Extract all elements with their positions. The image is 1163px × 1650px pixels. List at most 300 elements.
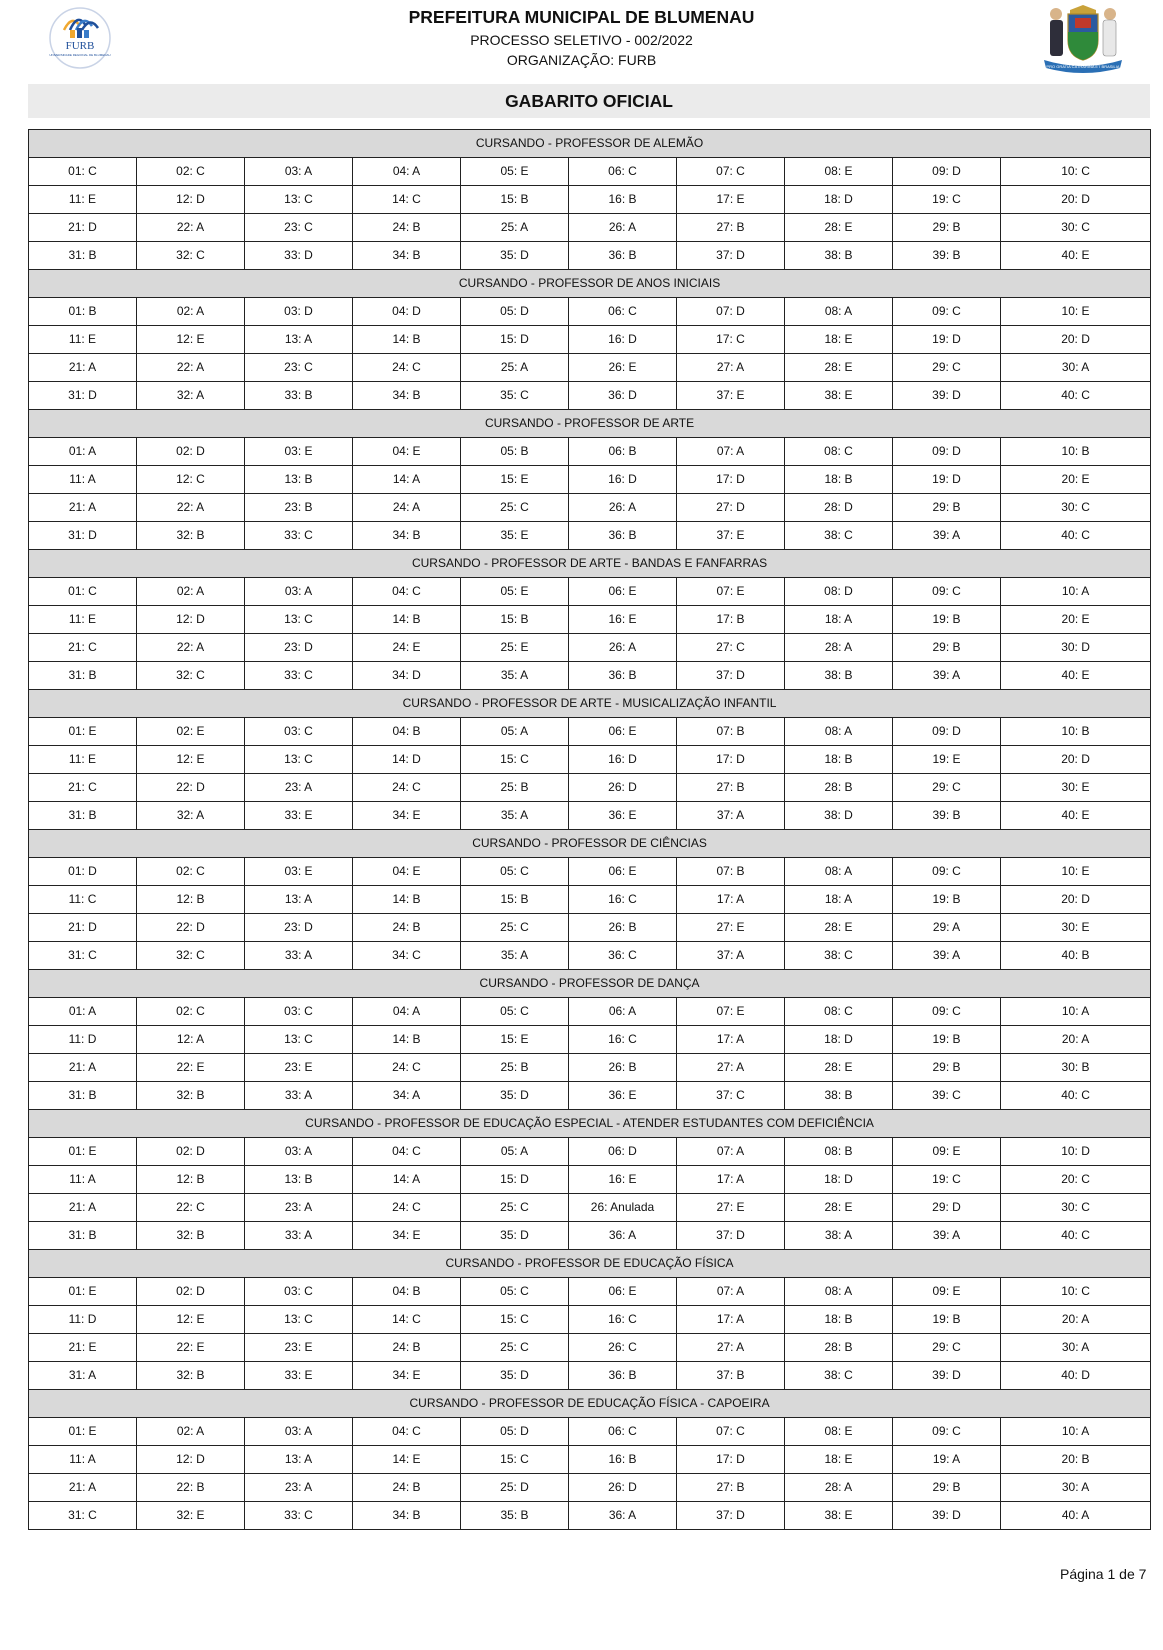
organization-label: ORGANIZAÇÃO: FURB — [506, 52, 657, 68]
answer-cell: 14: C — [353, 186, 461, 214]
section-title: CURSANDO - PROFESSOR DE EDUCAÇÃO FÍSICA — [29, 1250, 1151, 1278]
answer-cell: 39: D — [893, 382, 1001, 410]
answer-cell: 37: D — [677, 662, 785, 690]
answer-cell: 24: B — [353, 914, 461, 942]
answer-cell: 08: B — [785, 1138, 893, 1166]
answer-cell: 18: B — [785, 746, 893, 774]
answer-cell: 19: D — [893, 466, 1001, 494]
answer-cell: 20: B — [1001, 1446, 1151, 1474]
section-header-row — [29, 270, 1151, 298]
answer-cell: 22: A — [137, 634, 245, 662]
answer-cell: 30: D — [1001, 634, 1151, 662]
answer-cell: 04: E — [353, 438, 461, 466]
answer-cell: 35: B — [461, 1502, 569, 1530]
answer-cell: 37: E — [677, 382, 785, 410]
answer-cell: 13: A — [245, 326, 353, 354]
answer-cell: 30: E — [1001, 774, 1151, 802]
answer-cell: 09: C — [893, 1418, 1001, 1446]
answer-cell: 39: D — [893, 1362, 1001, 1390]
answer-cell: 28: E — [785, 214, 893, 242]
answer-cell: 23: E — [245, 1054, 353, 1082]
answer-cell: 33: A — [245, 1082, 353, 1110]
answer-cell: 01: C — [29, 578, 137, 606]
answer-cell: 40: B — [1001, 942, 1151, 970]
answer-cell: 21: A — [29, 1194, 137, 1222]
answer-cell: 02: C — [137, 858, 245, 886]
answer-cell: 30: C — [1001, 494, 1151, 522]
answer-cell: 25: C — [461, 1194, 569, 1222]
answer-cell: 24: C — [353, 1054, 461, 1082]
answer-cell: 19: B — [893, 1026, 1001, 1054]
answer-cell: 02: D — [137, 438, 245, 466]
answer-row — [29, 158, 1151, 186]
answer-cell: 18: E — [785, 326, 893, 354]
answer-cell: 19: E — [893, 746, 1001, 774]
header-titles — [300, 6, 863, 70]
answer-cell: 01: A — [29, 438, 137, 466]
answer-cell: 06: C — [569, 158, 677, 186]
answer-cell: 28: A — [785, 634, 893, 662]
answer-cell: 17: A — [677, 1306, 785, 1334]
answer-cell: 34: B — [353, 522, 461, 550]
answer-cell: 28: B — [785, 1334, 893, 1362]
answer-cell: 08: A — [785, 718, 893, 746]
footer-total-pages: 7 — [1138, 1566, 1147, 1582]
answer-cell: 19: B — [893, 606, 1001, 634]
answer-cell: 26: C — [569, 1334, 677, 1362]
answer-cell: 32: A — [137, 802, 245, 830]
answer-cell: 12: E — [137, 326, 245, 354]
answer-cell: 22: C — [137, 1194, 245, 1222]
answer-cell: 39: A — [893, 942, 1001, 970]
answer-cell: 40: C — [1001, 1222, 1151, 1250]
answer-cell: 31: B — [29, 662, 137, 690]
section-title: CURSANDO - PROFESSOR DE ARTE — [29, 410, 1151, 438]
answer-cell: 31: B — [29, 802, 137, 830]
section-title: CURSANDO - PROFESSOR DE CIÊNCIAS — [29, 830, 1151, 858]
answer-cell: 31: D — [29, 382, 137, 410]
answer-cell: 17: D — [677, 746, 785, 774]
answer-cell: 13: B — [245, 1166, 353, 1194]
answer-cell: 30: A — [1001, 1334, 1151, 1362]
answer-cell: 32: C — [137, 242, 245, 270]
answer-cell: 39: B — [893, 242, 1001, 270]
answer-cell: 15: C — [461, 746, 569, 774]
answer-cell: 09: C — [893, 858, 1001, 886]
answer-cell: 14: E — [353, 1446, 461, 1474]
gabarito-title: GABARITO OFICIAL — [28, 84, 1150, 118]
answer-cell: 05: C — [461, 858, 569, 886]
answer-cell: 11: D — [29, 1306, 137, 1334]
answer-cell: 23: A — [245, 1194, 353, 1222]
answer-cell: 03: E — [245, 438, 353, 466]
answer-cell: 08: E — [785, 158, 893, 186]
answer-row — [29, 242, 1151, 270]
answer-cell: 36: B — [569, 242, 677, 270]
answer-cell: 16: D — [569, 746, 677, 774]
answer-cell: 05: B — [461, 438, 569, 466]
answer-cell: 33: C — [245, 662, 353, 690]
answer-cell: 07: A — [677, 438, 785, 466]
answer-cell: 24: C — [353, 354, 461, 382]
answer-cell: 39: A — [893, 662, 1001, 690]
answer-cell: 08: C — [785, 438, 893, 466]
answer-cell: 10: A — [1001, 578, 1151, 606]
answer-cell: 32: B — [137, 1222, 245, 1250]
answer-cell: 23: C — [245, 354, 353, 382]
answer-row — [29, 1362, 1151, 1390]
answer-cell: 22: D — [137, 774, 245, 802]
answer-cell: 12: A — [137, 1026, 245, 1054]
answer-cell: 01: C — [29, 158, 137, 186]
answer-cell: 34: B — [353, 242, 461, 270]
answer-cell: 03: A — [245, 1418, 353, 1446]
answer-cell: 07: B — [677, 858, 785, 886]
answer-cell: 37: B — [677, 1362, 785, 1390]
answer-cell: 10: B — [1001, 718, 1151, 746]
answer-cell: 12: E — [137, 1306, 245, 1334]
answer-cell: 19: B — [893, 1306, 1001, 1334]
answer-cell: 02: D — [137, 1278, 245, 1306]
answer-cell: 20: D — [1001, 746, 1151, 774]
answer-cell: 36: E — [569, 802, 677, 830]
answer-row — [29, 1138, 1151, 1166]
answer-cell: 39: C — [893, 1082, 1001, 1110]
answer-cell: 35: A — [461, 942, 569, 970]
answer-cell: 14: B — [353, 606, 461, 634]
answer-cell: 33: E — [245, 1362, 353, 1390]
answer-cell: 31: B — [29, 1222, 137, 1250]
answer-cell: 16: C — [569, 886, 677, 914]
answer-row — [29, 746, 1151, 774]
answer-cell: 25: B — [461, 774, 569, 802]
answer-cell: 20: A — [1001, 1026, 1151, 1054]
answer-cell: 38: B — [785, 242, 893, 270]
answer-cell: 13: C — [245, 1306, 353, 1334]
answer-cell: 32: B — [137, 1082, 245, 1110]
answer-cell: 11: A — [29, 1166, 137, 1194]
answer-cell: 17: D — [677, 1446, 785, 1474]
answer-cell: 23: C — [245, 214, 353, 242]
answer-cell: 03: C — [245, 1278, 353, 1306]
answer-cell: 14: D — [353, 746, 461, 774]
answer-cell: 13: C — [245, 606, 353, 634]
answer-cell: 22: B — [137, 1474, 245, 1502]
answer-cell: 01: E — [29, 1138, 137, 1166]
answer-cell: 37: A — [677, 942, 785, 970]
answer-cell: 11: E — [29, 326, 137, 354]
answer-cell: 22: A — [137, 494, 245, 522]
answer-cell: 38: A — [785, 1222, 893, 1250]
answer-row — [29, 578, 1151, 606]
answer-cell: 20: D — [1001, 186, 1151, 214]
answer-cell: 05: D — [461, 298, 569, 326]
answer-cell: 07: D — [677, 298, 785, 326]
section-title: CURSANDO - PROFESSOR DE ARTE - MUSICALIZAÇÃO INFANTIL — [29, 690, 1151, 718]
answer-cell: 16: C — [569, 1306, 677, 1334]
answer-cell: 18: B — [785, 466, 893, 494]
logo-left-subtext: UNIVERSIDADE REGIONAL DE BLUMENAU — [49, 53, 111, 57]
answer-cell: 02: A — [137, 298, 245, 326]
answer-cell: 09: C — [893, 998, 1001, 1026]
section-header-row — [29, 130, 1151, 158]
answer-cell: 05: A — [461, 1138, 569, 1166]
answer-cell: 01: A — [29, 998, 137, 1026]
answer-cell: 13: C — [245, 1026, 353, 1054]
answer-cell: 17: C — [677, 326, 785, 354]
answer-cell: 19: D — [893, 326, 1001, 354]
answer-cell: 38: C — [785, 942, 893, 970]
answer-cell: 12: D — [137, 1446, 245, 1474]
answer-cell: 13: A — [245, 886, 353, 914]
answer-row — [29, 522, 1151, 550]
answer-cell: 37: D — [677, 1222, 785, 1250]
answer-row — [29, 1222, 1151, 1250]
answer-row — [29, 886, 1151, 914]
answer-cell: 03: D — [245, 298, 353, 326]
answer-row — [29, 326, 1151, 354]
answer-cell: 36: B — [569, 522, 677, 550]
answer-cell: 22: A — [137, 354, 245, 382]
answer-cell: 19: B — [893, 886, 1001, 914]
answer-cell: 01: D — [29, 858, 137, 886]
answer-cell: 14: B — [353, 886, 461, 914]
section-header-row — [29, 830, 1151, 858]
answer-cell: 11: C — [29, 886, 137, 914]
answer-row — [29, 1446, 1151, 1474]
answer-cell: 27: E — [677, 914, 785, 942]
answer-cell: 18: A — [785, 606, 893, 634]
answer-cell: 31: C — [29, 1502, 137, 1530]
answer-cell: 25: A — [461, 214, 569, 242]
answer-cell: 30: A — [1001, 1474, 1151, 1502]
answer-cell: 01: B — [29, 298, 137, 326]
answer-cell: 24: E — [353, 634, 461, 662]
section-title: CURSANDO - PROFESSOR DE ANOS INICIAIS — [29, 270, 1151, 298]
answer-row — [29, 1474, 1151, 1502]
answer-cell: 18: D — [785, 186, 893, 214]
answer-cell: 12: D — [137, 186, 245, 214]
section-title: CURSANDO - PROFESSOR DE ALEMÃO — [29, 130, 1151, 158]
answer-cell: 38: C — [785, 522, 893, 550]
answer-cell: 35: A — [461, 802, 569, 830]
answer-cell: 11: E — [29, 746, 137, 774]
answer-cell: 25: C — [461, 914, 569, 942]
answer-cell: 25: D — [461, 1474, 569, 1502]
answer-cell: 32: C — [137, 942, 245, 970]
answer-cell: 25: C — [461, 1334, 569, 1362]
answer-row — [29, 942, 1151, 970]
answer-cell: 25: B — [461, 1054, 569, 1082]
answer-cell: 07: C — [677, 1418, 785, 1446]
answer-cell: 30: A — [1001, 354, 1151, 382]
answer-row — [29, 914, 1151, 942]
answer-cell: 30: B — [1001, 1054, 1151, 1082]
answer-cell: 02: C — [137, 158, 245, 186]
answer-cell: 22: D — [137, 914, 245, 942]
answer-cell: 29: B — [893, 1054, 1001, 1082]
answer-cell: 07: B — [677, 718, 785, 746]
answer-cell: 36: C — [569, 942, 677, 970]
answer-cell: 06: D — [569, 1138, 677, 1166]
answer-cell: 15: D — [461, 1166, 569, 1194]
answer-cell: 20: A — [1001, 1306, 1151, 1334]
answer-cell: 23: B — [245, 494, 353, 522]
answer-cell: 21: C — [29, 634, 137, 662]
answer-cell: 38: E — [785, 1502, 893, 1530]
answer-cell: 28: E — [785, 354, 893, 382]
answer-cell: 08: A — [785, 858, 893, 886]
answer-row — [29, 1278, 1151, 1306]
answer-cell: 23: D — [245, 914, 353, 942]
answer-cell: 34: A — [353, 1082, 461, 1110]
answer-cell: 19: A — [893, 1446, 1001, 1474]
answer-cell: 26: A — [569, 214, 677, 242]
section-title: CURSANDO - PROFESSOR DE ARTE - BANDAS E FANFARRAS — [29, 550, 1151, 578]
answer-cell: 34: B — [353, 382, 461, 410]
answer-cell: 02: A — [137, 578, 245, 606]
section-title: CURSANDO - PROFESSOR DE DANÇA — [29, 970, 1151, 998]
answer-cell: 15: E — [461, 1026, 569, 1054]
answer-cell: 08: E — [785, 1418, 893, 1446]
answer-cell: 35: A — [461, 662, 569, 690]
answer-row — [29, 802, 1151, 830]
answer-cell: 12: C — [137, 466, 245, 494]
answer-row — [29, 718, 1151, 746]
answer-cell: 04: C — [353, 1418, 461, 1446]
answer-cell: 04: C — [353, 578, 461, 606]
answer-cell: 24: C — [353, 1194, 461, 1222]
answer-cell: 13: C — [245, 186, 353, 214]
answer-cell: 21: A — [29, 354, 137, 382]
answer-cell: 37: D — [677, 1502, 785, 1530]
answer-cell: 38: C — [785, 1362, 893, 1390]
answer-cell: 37: D — [677, 242, 785, 270]
answer-cell: 12: E — [137, 746, 245, 774]
footer-page-label: Página — [1060, 1566, 1104, 1582]
answer-cell: 12: B — [137, 886, 245, 914]
answer-cell: 21: A — [29, 1054, 137, 1082]
answer-cell: 29: B — [893, 1474, 1001, 1502]
answer-cell: 10: E — [1001, 298, 1151, 326]
answer-cell: 06: E — [569, 718, 677, 746]
answer-cell: 15: E — [461, 466, 569, 494]
answer-cell: 40: C — [1001, 1082, 1151, 1110]
answer-cell: 19: C — [893, 1166, 1001, 1194]
answer-cell: 03: A — [245, 578, 353, 606]
answer-cell: 27: A — [677, 1054, 785, 1082]
answer-cell: 27: B — [677, 1474, 785, 1502]
answer-cell: 11: E — [29, 606, 137, 634]
answer-cell: 35: D — [461, 1222, 569, 1250]
answer-cell: 21: A — [29, 494, 137, 522]
answer-cell: 20: D — [1001, 886, 1151, 914]
answer-cell: 32: C — [137, 662, 245, 690]
answer-cell: 10: D — [1001, 1138, 1151, 1166]
answer-cell: 39: A — [893, 1222, 1001, 1250]
answer-cell: 04: B — [353, 1278, 461, 1306]
answer-cell: 40: D — [1001, 1362, 1151, 1390]
answer-row — [29, 1194, 1151, 1222]
answer-cell: 35: D — [461, 1362, 569, 1390]
answer-cell: 40: E — [1001, 662, 1151, 690]
answer-cell: 15: B — [461, 606, 569, 634]
answer-cell: 30: E — [1001, 914, 1151, 942]
answer-cell: 04: E — [353, 858, 461, 886]
answer-cell: 19: C — [893, 186, 1001, 214]
answer-cell: 24: A — [353, 494, 461, 522]
answer-cell: 09: D — [893, 718, 1001, 746]
answer-cell: 24: B — [353, 1334, 461, 1362]
answer-cell: 18: D — [785, 1166, 893, 1194]
answer-cell: 17: E — [677, 186, 785, 214]
answer-cell: 23: A — [245, 1474, 353, 1502]
answer-cell: 21: D — [29, 214, 137, 242]
answer-cell: 36: A — [569, 1222, 677, 1250]
answer-cell: 07: A — [677, 1278, 785, 1306]
answer-cell: 21: A — [29, 1474, 137, 1502]
answer-cell: 26: E — [569, 354, 677, 382]
answer-cell: 29: A — [893, 914, 1001, 942]
answer-cell: 20: E — [1001, 466, 1151, 494]
answer-row — [29, 1502, 1151, 1530]
answer-row — [29, 1306, 1151, 1334]
answer-cell: 33: B — [245, 382, 353, 410]
section-header-row — [29, 550, 1151, 578]
answer-cell: 39: A — [893, 522, 1001, 550]
answer-cell: 26: B — [569, 1054, 677, 1082]
answer-row — [29, 466, 1151, 494]
answer-cell: 37: E — [677, 522, 785, 550]
answer-row — [29, 186, 1151, 214]
answer-cell: 03: A — [245, 158, 353, 186]
answer-cell: 29: B — [893, 214, 1001, 242]
answer-cell: 17: A — [677, 1026, 785, 1054]
answer-cell: 26: B — [569, 914, 677, 942]
answer-cell: 14: A — [353, 466, 461, 494]
answer-cell: 32: E — [137, 1502, 245, 1530]
answer-cell: 22: E — [137, 1334, 245, 1362]
answer-cell: 17: A — [677, 1166, 785, 1194]
answer-cell: 15: D — [461, 326, 569, 354]
answer-cell: 30: C — [1001, 1194, 1151, 1222]
answer-cell: 02: C — [137, 998, 245, 1026]
answer-cell: 38: B — [785, 1082, 893, 1110]
answer-cell: 29: B — [893, 634, 1001, 662]
answer-cell: 14: B — [353, 1026, 461, 1054]
section-header-row — [29, 1390, 1151, 1418]
answer-cell: 32: B — [137, 1362, 245, 1390]
answer-cell: 36: E — [569, 1082, 677, 1110]
answer-cell: 09: E — [893, 1278, 1001, 1306]
answer-cell: 36: B — [569, 1362, 677, 1390]
answer-cell: 29: C — [893, 1334, 1001, 1362]
answer-cell: 03: A — [245, 1138, 353, 1166]
answer-cell: 15: C — [461, 1446, 569, 1474]
answer-cell: 32: A — [137, 382, 245, 410]
answer-cell: 35: E — [461, 522, 569, 550]
process-label: PROCESSO SELETIVO - 002/2022 — [470, 32, 693, 48]
answer-cell: 08: A — [785, 1278, 893, 1306]
answer-cell: 20: D — [1001, 326, 1151, 354]
answer-row — [29, 494, 1151, 522]
answer-cell: 18: E — [785, 1446, 893, 1474]
answer-cell: 23: D — [245, 634, 353, 662]
answer-cell: 14: C — [353, 1306, 461, 1334]
answer-cell: 33: A — [245, 942, 353, 970]
answer-cell: 27: A — [677, 1334, 785, 1362]
answer-cell: 12: D — [137, 606, 245, 634]
